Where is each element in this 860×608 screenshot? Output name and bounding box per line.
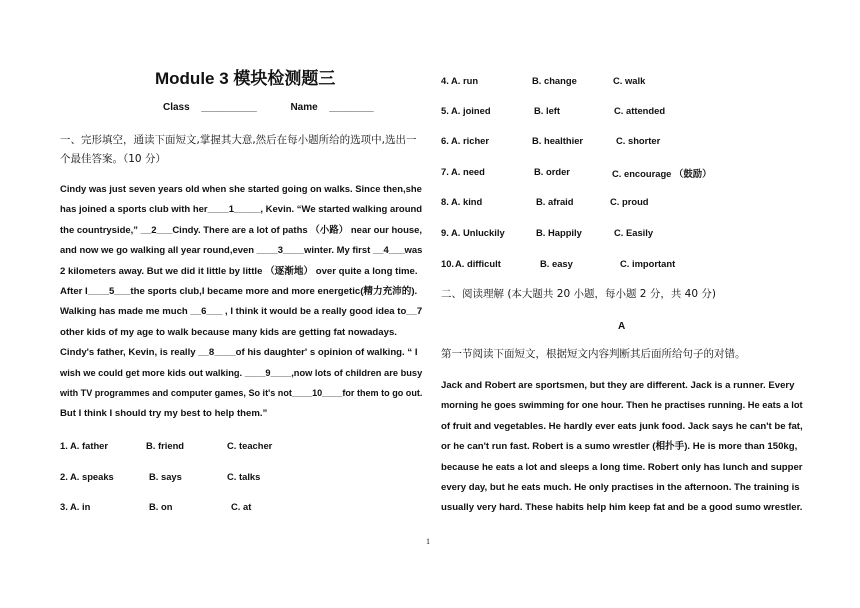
passage-line: the countryside,” __2___Cindy. There are a lot of paths （小路） near our house, — [60, 224, 423, 236]
question-number: 8. — [441, 196, 449, 207]
option-b: B. afraid — [536, 196, 574, 207]
option-b: B. order — [534, 166, 570, 177]
passage-line: has joined a sports club with her____1_____, Kevin. “We started walking around — [60, 204, 423, 216]
option-b: B. change — [532, 75, 577, 86]
question-number: 3. — [60, 501, 68, 512]
section1-heading-line2: 个最佳答案。（10 分） — [60, 153, 166, 165]
option-a: A. father — [70, 440, 109, 451]
passage-line: other kids of my age to walk because many kids are getting fat nowadays. — [60, 326, 397, 338]
question-number: 10. — [441, 258, 455, 269]
option-a: A. speaks — [70, 471, 114, 482]
option-c: C. shorter — [616, 135, 661, 146]
section2-heading: 二、阅读理解 (本大题共 20 小题，每小题 2 分，共 40 分) — [441, 288, 716, 300]
option-b: B. easy — [540, 258, 573, 269]
question-number: 5. — [441, 105, 449, 116]
option-c: C. important — [620, 258, 676, 269]
passage-line: wish we could get more kids out walking. ____9____,now lots of children are busy — [60, 367, 423, 379]
option-b: B. friend — [146, 440, 185, 451]
passage-line: Walking has made me much __6___ , I think it would be a really good idea to__7 — [60, 306, 423, 318]
page-title: Module 3 模块检测题三 — [155, 69, 336, 88]
passage-line: usually very hard. These habits help him keep fat and be a good sumo wrestler. — [441, 502, 803, 514]
question-number: 6. — [441, 135, 449, 146]
option-b: B. says — [149, 471, 182, 482]
section2-subheading: 第一节阅读下面短文，根据短文内容判断其后面所给句子的对错。 — [441, 348, 746, 360]
question-number: 2. — [60, 471, 68, 482]
question-number: 4. — [441, 75, 449, 86]
question-number: 7. — [441, 166, 449, 177]
option-a: A. need — [451, 166, 485, 177]
option-b: B. left — [534, 105, 561, 116]
page-number: 1 — [426, 537, 430, 546]
option-b: B. healthier — [532, 135, 584, 146]
passage-line: 2 kilometers away. But we did it little by little （逐渐地） over quite a long time. — [60, 265, 418, 277]
option-c: C. teacher — [227, 440, 273, 451]
option-b: B. on — [149, 501, 173, 512]
name-blank: ________ — [329, 102, 374, 113]
option-a: A. joined — [451, 105, 491, 116]
option-c: C. at — [231, 501, 252, 512]
passage-line: because he eats a lot and sleeps a long time. Robert only has lunch and supper — [441, 461, 803, 473]
question-number: 9. — [441, 227, 449, 238]
option-c: C. walk — [613, 75, 646, 86]
passage-line: of fruit and vegetables. He hardly ever eats junk food. Jack says he can't be fat, — [441, 420, 803, 432]
class-name-line — [163, 102, 374, 113]
section1-heading-line1: 一、完形填空，通读下面短文,掌握其大意,然后在每小题所给的选项中,选出一 — [60, 134, 417, 146]
question-number: 1. — [60, 440, 68, 451]
option-c: C. attended — [614, 105, 666, 116]
passage-line: After I____5___the sports club,I became more and more energetic(精力充沛的). — [60, 286, 418, 298]
class-blank: __________ — [201, 102, 257, 113]
passage-line: But I think I should try my best to help them.” — [60, 408, 268, 420]
option-c: C. proud — [610, 196, 649, 207]
passage-line: or he can't run fast. Robert is a sumo wrestler (相扑手). He is more than 150kg, — [441, 441, 798, 453]
passage-line: every day, but he eats much. He only practises in the afternoon. The training is — [441, 482, 800, 494]
reading-passage — [441, 376, 803, 519]
passage-line: morning he goes swimming for one hour. Then he practises running. He eats a lot — [441, 400, 803, 412]
passage-line: Cindy's father, Kevin, is really __8____of his daughter' s opinion of walking. “ I — [60, 347, 418, 359]
option-c: C. talks — [227, 471, 261, 482]
option-a: A. run — [451, 75, 479, 86]
part-label: A — [618, 321, 626, 332]
passage-line: Jack and Robert are sportsmen, but they are different. Jack is a runner. Every — [441, 380, 795, 391]
option-a: A. kind — [451, 196, 483, 207]
option-c: C. encourage （鼓励） — [612, 168, 712, 179]
section1-heading — [60, 131, 430, 169]
option-c: C. Easily — [614, 227, 654, 238]
option-a: A. Unluckily — [451, 227, 505, 238]
class-label: Class — [163, 102, 190, 113]
option-a: A. in — [70, 501, 91, 512]
passage-line: with TV programmes and computer games, So it's not____10____for them to go out. — [60, 388, 423, 400]
option-b: B. Happily — [536, 227, 582, 238]
passage-line: Cindy was just seven years old when she started going on walks. Since then,she — [60, 184, 422, 195]
option-a: A. richer — [451, 135, 490, 146]
cloze-passage — [60, 180, 422, 425]
passage-line: and now we go walking all year round,even ____3____winter. My first __4___was — [60, 245, 423, 257]
option-a: A. difficult — [455, 258, 501, 269]
name-label: Name — [290, 102, 318, 113]
